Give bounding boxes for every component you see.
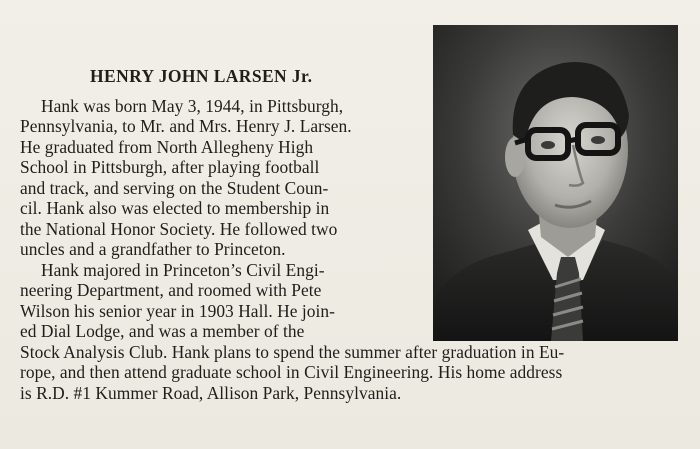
bio-line: rope, and then attend graduate school in Civil Engineering. His home address — [20, 362, 563, 382]
bio-line: uncles and a grandfather to Princeton. — [20, 239, 286, 259]
bio-line: cil. Hank also was elected to membership in — [20, 198, 330, 218]
bio-line: the National Honor Society. He followed two — [20, 219, 338, 239]
person-name-heading: HENRY JOHN LARSEN Jr. — [90, 66, 313, 86]
bio-line: is R.D. #1 Kummer Road, Allison Park, Pennsylvania. — [20, 383, 402, 403]
bio-line: Wilson his senior year in 1903 Hall. He join- — [20, 301, 336, 321]
bio-line: He graduated from North Allegheny High — [20, 137, 314, 157]
bio-line: Stock Analysis Club. Hank plans to spend the summer after graduation in Eu- — [20, 342, 565, 362]
bio-line: Pennsylvania, to Mr. and Mrs. Henry J. Larsen. — [20, 116, 352, 136]
bio-line: Hank was born May 3, 1944, in Pittsburgh, — [41, 96, 344, 116]
bio-line: and track, and serving on the Student Coun- — [20, 178, 329, 198]
bio-line: ed Dial Lodge, and was a member of the — [20, 321, 305, 341]
bio-line: School in Pittsburgh, after playing football — [20, 157, 320, 177]
bio-line: Hank majored in Princeton’s Civil Engi- — [41, 260, 325, 280]
portrait-photo — [433, 25, 678, 341]
bio-line: neering Department, and roomed with Pete — [20, 280, 322, 300]
